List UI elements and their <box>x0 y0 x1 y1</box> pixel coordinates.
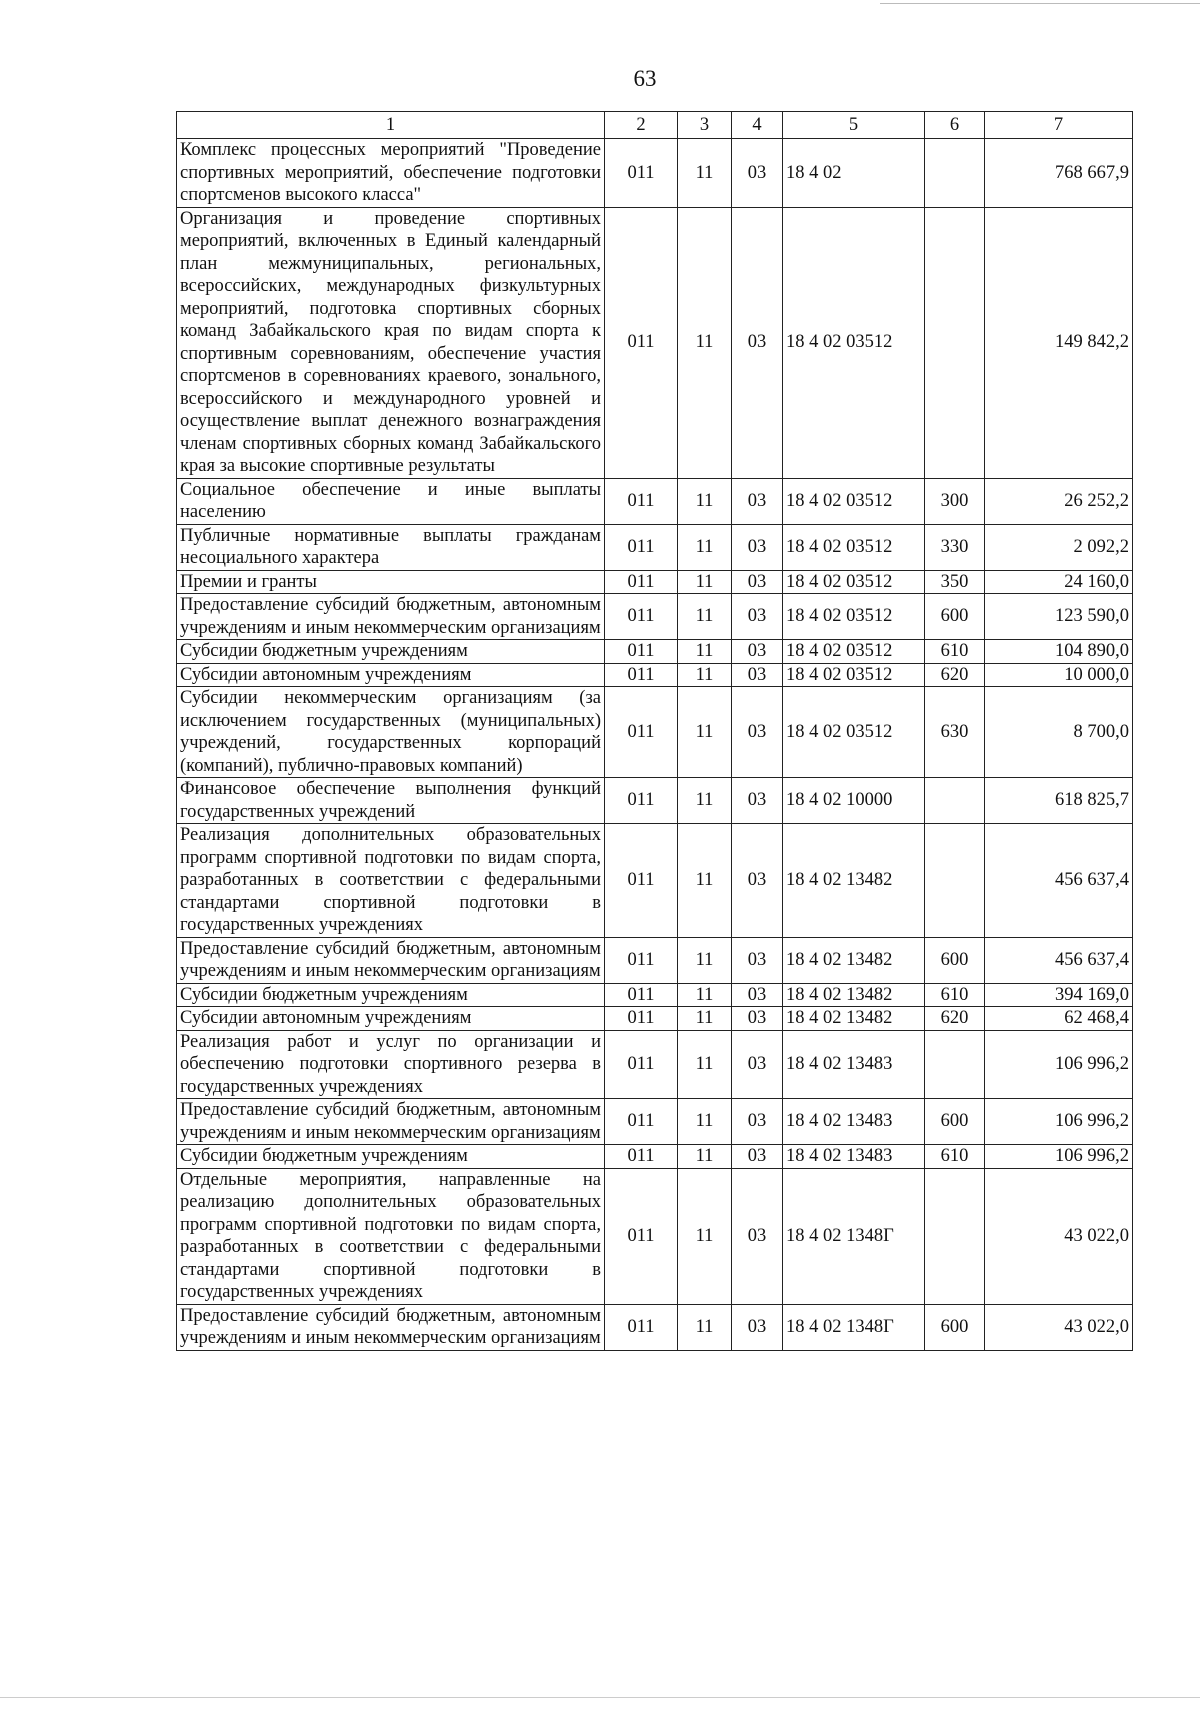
ministry-code: 011 <box>605 640 678 664</box>
table-row <box>177 478 1133 524</box>
row-name: Субсидии бюджетным учреждениям <box>177 983 605 1007</box>
ministry-code: 011 <box>605 687 678 778</box>
ministry-code: 011 <box>605 1007 678 1031</box>
page-number: 63 <box>633 66 657 91</box>
expense-type-code <box>925 824 985 938</box>
column-header-7: 7 <box>985 112 1133 139</box>
subsection-code: 03 <box>732 983 783 1007</box>
ministry-code: 011 <box>605 478 678 524</box>
row-name: Субсидии автономным учреждениям <box>177 663 605 687</box>
amount: 2 092,2 <box>985 524 1133 570</box>
section-code: 11 <box>678 937 732 983</box>
table-row <box>177 1168 1133 1304</box>
table-row <box>177 524 1133 570</box>
expense-type-code <box>925 1030 985 1099</box>
section-code: 11 <box>678 1099 732 1145</box>
column-header-2: 2 <box>605 112 678 139</box>
target-article-code: 18 4 02 13482 <box>783 1007 925 1031</box>
subsection-code: 03 <box>732 778 783 824</box>
expense-type-code <box>925 207 985 478</box>
section-code: 11 <box>678 1030 732 1099</box>
section-code: 11 <box>678 524 732 570</box>
expense-type-code: 610 <box>925 640 985 664</box>
amount: 8 700,0 <box>985 687 1133 778</box>
section-code: 11 <box>678 139 732 208</box>
amount: 106 996,2 <box>985 1030 1133 1099</box>
subsection-code: 03 <box>732 570 783 594</box>
subsection-code: 03 <box>732 207 783 478</box>
expense-type-code: 620 <box>925 663 985 687</box>
table-row <box>177 1007 1133 1031</box>
target-article-code: 18 4 02 13482 <box>783 937 925 983</box>
subsection-code: 03 <box>732 1099 783 1145</box>
subsection-code: 03 <box>732 478 783 524</box>
amount: 456 637,4 <box>985 824 1133 938</box>
amount: 43 022,0 <box>985 1168 1133 1304</box>
subsection-code: 03 <box>732 524 783 570</box>
expense-type-code: 330 <box>925 524 985 570</box>
target-article-code: 18 4 02 03512 <box>783 663 925 687</box>
ministry-code: 011 <box>605 1304 678 1350</box>
expense-type-code: 630 <box>925 687 985 778</box>
table-row <box>177 594 1133 640</box>
table-row <box>177 1304 1133 1350</box>
subsection-code: 03 <box>732 594 783 640</box>
amount: 123 590,0 <box>985 594 1133 640</box>
expense-type-code: 600 <box>925 1099 985 1145</box>
target-article-code: 18 4 02 1348Г <box>783 1168 925 1304</box>
ministry-code: 011 <box>605 524 678 570</box>
table-row <box>177 778 1133 824</box>
expense-type-code: 620 <box>925 1007 985 1031</box>
expense-type-code: 610 <box>925 983 985 1007</box>
expense-type-code <box>925 778 985 824</box>
amount: 456 637,4 <box>985 937 1133 983</box>
ministry-code: 011 <box>605 1030 678 1099</box>
ministry-code: 011 <box>605 594 678 640</box>
target-article-code: 18 4 02 13482 <box>783 824 925 938</box>
expense-type-code <box>925 139 985 208</box>
row-name: Предоставление субсидий бюджетным, автономным учреждениям и иным некоммерческим организациям <box>177 1304 605 1350</box>
ministry-code: 011 <box>605 663 678 687</box>
scan-edge-line <box>0 1697 1200 1698</box>
expense-type-code: 600 <box>925 594 985 640</box>
table-row <box>177 1030 1133 1099</box>
amount: 149 842,2 <box>985 207 1133 478</box>
table-row <box>177 570 1133 594</box>
table-row <box>177 824 1133 938</box>
subsection-code: 03 <box>732 1168 783 1304</box>
subsection-code: 03 <box>732 640 783 664</box>
column-header-5: 5 <box>783 112 925 139</box>
ministry-code: 011 <box>605 207 678 478</box>
row-name: Реализация дополнительных образовательных программ спортивной подготовки по видам спорта, разработанных в соответствии с федеральными стандартами спортивной подготовки в государственных учреждениях <box>177 824 605 938</box>
table-row <box>177 139 1133 208</box>
table-row <box>177 937 1133 983</box>
subsection-code: 03 <box>732 139 783 208</box>
target-article-code: 18 4 02 03512 <box>783 524 925 570</box>
amount: 618 825,7 <box>985 778 1133 824</box>
target-article-code: 18 4 02 13483 <box>783 1145 925 1169</box>
ministry-code: 011 <box>605 139 678 208</box>
column-header-1: 1 <box>177 112 605 139</box>
subsection-code: 03 <box>732 824 783 938</box>
section-code: 11 <box>678 640 732 664</box>
column-header-4: 4 <box>732 112 783 139</box>
ministry-code: 011 <box>605 937 678 983</box>
ministry-code: 011 <box>605 1099 678 1145</box>
row-name: Предоставление субсидий бюджетным, автономным учреждениям и иным некоммерческим организациям <box>177 937 605 983</box>
column-header-3: 3 <box>678 112 732 139</box>
row-name: Организация и проведение спортивных мероприятий, включенных в Единый календарный план межмуниципальных, региональных, всероссийских, международных физкультурных мероприятий, подготовка спортивных сборных команд Забайкальского края по видам спорта к спортивным соревнованиям, обеспечение участия спортсменов в соревнованиях краевого, зонального, всероссийского и международного уровней и осуществление выплат денежного вознаграждения членам спортивных сборных команд Забайкальского края за высокие спортивные результаты <box>177 207 605 478</box>
section-code: 11 <box>678 207 732 478</box>
section-code: 11 <box>678 1145 732 1169</box>
table-row <box>177 640 1133 664</box>
amount: 24 160,0 <box>985 570 1133 594</box>
budget-table <box>176 111 1133 1351</box>
amount: 104 890,0 <box>985 640 1133 664</box>
table-row <box>177 1145 1133 1169</box>
target-article-code: 18 4 02 <box>783 139 925 208</box>
amount: 43 022,0 <box>985 1304 1133 1350</box>
section-code: 11 <box>678 824 732 938</box>
amount: 106 996,2 <box>985 1145 1133 1169</box>
section-code: 11 <box>678 478 732 524</box>
ministry-code: 011 <box>605 778 678 824</box>
scan-edge-line <box>880 3 1200 4</box>
expense-type-code: 600 <box>925 937 985 983</box>
target-article-code: 18 4 02 03512 <box>783 478 925 524</box>
section-code: 11 <box>678 778 732 824</box>
section-code: 11 <box>678 983 732 1007</box>
ministry-code: 011 <box>605 570 678 594</box>
row-name: Реализация работ и услуг по организации и обеспечению подготовки спортивного резерва в государственных учреждениях <box>177 1030 605 1099</box>
row-name: Субсидии некоммерческим организациям (за исключением государственных (муниципальных) учреждений, государственных корпораций (компаний), публично-правовых компаний) <box>177 687 605 778</box>
row-name: Субсидии автономным учреждениям <box>177 1007 605 1031</box>
target-article-code: 18 4 02 03512 <box>783 570 925 594</box>
section-code: 11 <box>678 570 732 594</box>
subsection-code: 03 <box>732 1145 783 1169</box>
expense-type-code: 610 <box>925 1145 985 1169</box>
section-code: 11 <box>678 594 732 640</box>
target-article-code: 18 4 02 13483 <box>783 1030 925 1099</box>
row-name: Премии и гранты <box>177 570 605 594</box>
table-row <box>177 207 1133 478</box>
subsection-code: 03 <box>732 937 783 983</box>
row-name: Субсидии бюджетным учреждениям <box>177 1145 605 1169</box>
amount: 26 252,2 <box>985 478 1133 524</box>
row-name: Субсидии бюджетным учреждениям <box>177 640 605 664</box>
expense-type-code <box>925 1168 985 1304</box>
target-article-code: 18 4 02 1348Г <box>783 1304 925 1350</box>
ministry-code: 011 <box>605 1145 678 1169</box>
subsection-code: 03 <box>732 1007 783 1031</box>
target-article-code: 18 4 02 03512 <box>783 594 925 640</box>
section-code: 11 <box>678 1168 732 1304</box>
subsection-code: 03 <box>732 1304 783 1350</box>
header-row <box>177 112 1133 139</box>
section-code: 11 <box>678 663 732 687</box>
table-row <box>177 1099 1133 1145</box>
target-article-code: 18 4 02 03512 <box>783 640 925 664</box>
amount: 768 667,9 <box>985 139 1133 208</box>
table-row <box>177 983 1133 1007</box>
section-code: 11 <box>678 1304 732 1350</box>
ministry-code: 011 <box>605 824 678 938</box>
target-article-code: 18 4 02 10000 <box>783 778 925 824</box>
column-header-6: 6 <box>925 112 985 139</box>
row-name: Комплекс процессных мероприятий "Проведение спортивных мероприятий, обеспечение подготовки спортсменов высокого класса" <box>177 139 605 208</box>
row-name: Отдельные мероприятия, направленные на реализацию дополнительных образовательных программ спортивной подготовки по видам спорта, разработанных в соответствии с федеральными стандартами спортивной подготовки в государственных учреждениях <box>177 1168 605 1304</box>
amount: 394 169,0 <box>985 983 1133 1007</box>
expense-type-code: 300 <box>925 478 985 524</box>
row-name: Публичные нормативные выплаты гражданам несоциального характера <box>177 524 605 570</box>
subsection-code: 03 <box>732 663 783 687</box>
row-name: Предоставление субсидий бюджетным, автономным учреждениям и иным некоммерческим организациям <box>177 594 605 640</box>
target-article-code: 18 4 02 03512 <box>783 687 925 778</box>
row-name: Социальное обеспечение и иные выплаты населению <box>177 478 605 524</box>
target-article-code: 18 4 02 13483 <box>783 1099 925 1145</box>
expense-type-code: 600 <box>925 1304 985 1350</box>
section-code: 11 <box>678 1007 732 1031</box>
amount: 10 000,0 <box>985 663 1133 687</box>
row-name: Предоставление субсидий бюджетным, автономным учреждениям и иным некоммерческим организациям <box>177 1099 605 1145</box>
subsection-code: 03 <box>732 1030 783 1099</box>
table-row <box>177 687 1133 778</box>
amount: 62 468,4 <box>985 1007 1133 1031</box>
expense-type-code: 350 <box>925 570 985 594</box>
row-name: Финансовое обеспечение выполнения функций государственных учреждений <box>177 778 605 824</box>
ministry-code: 011 <box>605 1168 678 1304</box>
target-article-code: 18 4 02 13482 <box>783 983 925 1007</box>
amount: 106 996,2 <box>985 1099 1133 1145</box>
ministry-code: 011 <box>605 983 678 1007</box>
target-article-code: 18 4 02 03512 <box>783 207 925 478</box>
subsection-code: 03 <box>732 687 783 778</box>
section-code: 11 <box>678 687 732 778</box>
table-row <box>177 663 1133 687</box>
